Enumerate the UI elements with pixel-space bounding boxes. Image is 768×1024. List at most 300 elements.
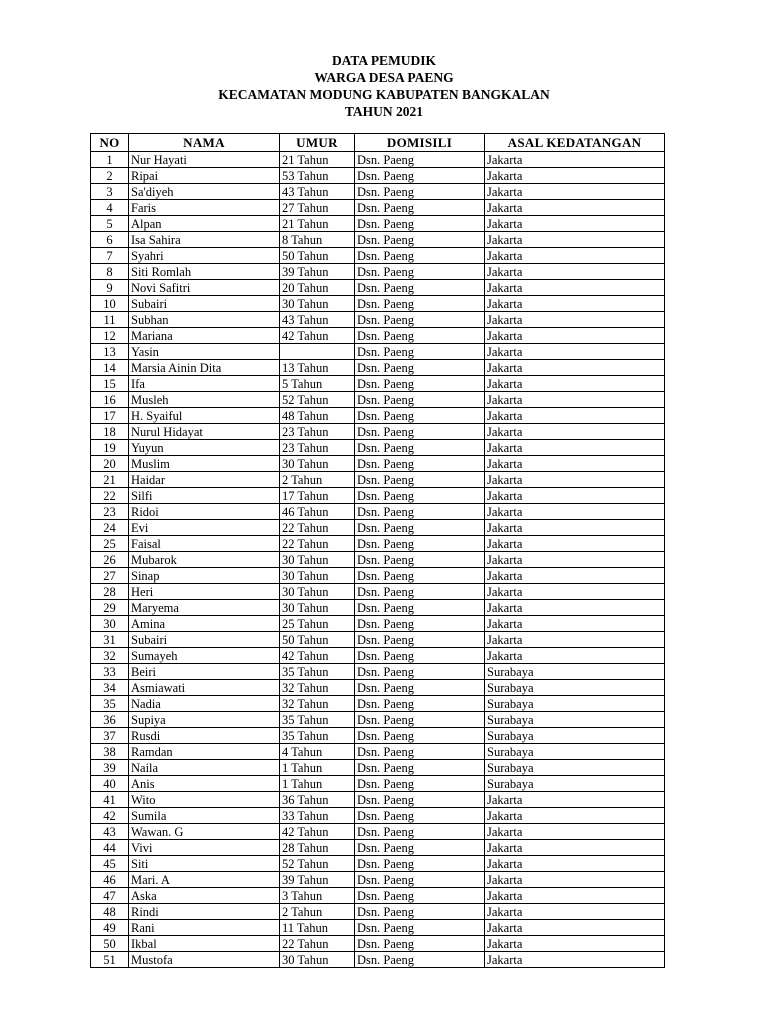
- cell-nama: Siti: [129, 856, 280, 872]
- cell-umur: 52 Tahun: [280, 392, 355, 408]
- cell-no: 3: [91, 184, 129, 200]
- cell-umur: [280, 344, 355, 360]
- table-row: [91, 872, 665, 888]
- cell-no: 11: [91, 312, 129, 328]
- cell-domisili: Dsn. Paeng: [355, 936, 485, 952]
- cell-umur: 22 Tahun: [280, 520, 355, 536]
- cell-umur: 39 Tahun: [280, 872, 355, 888]
- cell-umur: 36 Tahun: [280, 792, 355, 808]
- table-row: [91, 712, 665, 728]
- cell-no: 18: [91, 424, 129, 440]
- pemudik-table: [90, 133, 665, 968]
- cell-domisili: Dsn. Paeng: [355, 248, 485, 264]
- cell-nama: Aska: [129, 888, 280, 904]
- cell-no: 17: [91, 408, 129, 424]
- cell-domisili: Dsn. Paeng: [355, 808, 485, 824]
- cell-nama: Rindi: [129, 904, 280, 920]
- cell-umur: 1 Tahun: [280, 760, 355, 776]
- cell-no: 49: [91, 920, 129, 936]
- table-row: [91, 536, 665, 552]
- cell-nama: Syahri: [129, 248, 280, 264]
- cell-umur: 30 Tahun: [280, 584, 355, 600]
- cell-domisili: Dsn. Paeng: [355, 200, 485, 216]
- cell-asal: Jakarta: [485, 504, 665, 520]
- cell-asal: Jakarta: [485, 216, 665, 232]
- cell-nama: Sinap: [129, 568, 280, 584]
- table-row: [91, 472, 665, 488]
- cell-domisili: Dsn. Paeng: [355, 632, 485, 648]
- cell-no: 43: [91, 824, 129, 840]
- table-header-row: [91, 134, 665, 152]
- cell-no: 23: [91, 504, 129, 520]
- table-row: [91, 360, 665, 376]
- table-body: [91, 152, 665, 968]
- cell-asal: Jakarta: [485, 248, 665, 264]
- header-no: NO: [91, 134, 129, 152]
- cell-umur: 8 Tahun: [280, 232, 355, 248]
- cell-asal: Surabaya: [485, 760, 665, 776]
- cell-nama: Asmiawati: [129, 680, 280, 696]
- cell-asal: Jakarta: [485, 392, 665, 408]
- cell-asal: Jakarta: [485, 952, 665, 968]
- cell-asal: Jakarta: [485, 456, 665, 472]
- cell-asal: Jakarta: [485, 440, 665, 456]
- table-row: [91, 408, 665, 424]
- cell-umur: 32 Tahun: [280, 680, 355, 696]
- table-row: [91, 248, 665, 264]
- cell-asal: Jakarta: [485, 264, 665, 280]
- table-row: [91, 312, 665, 328]
- cell-asal: Jakarta: [485, 344, 665, 360]
- cell-nama: Subhan: [129, 312, 280, 328]
- cell-domisili: Dsn. Paeng: [355, 840, 485, 856]
- cell-no: 51: [91, 952, 129, 968]
- cell-asal: Jakarta: [485, 360, 665, 376]
- cell-no: 21: [91, 472, 129, 488]
- cell-umur: 27 Tahun: [280, 200, 355, 216]
- cell-no: 48: [91, 904, 129, 920]
- cell-asal: Jakarta: [485, 792, 665, 808]
- cell-nama: Musleh: [129, 392, 280, 408]
- cell-nama: Yuyun: [129, 440, 280, 456]
- cell-no: 1: [91, 152, 129, 168]
- cell-no: 42: [91, 808, 129, 824]
- table-row: [91, 200, 665, 216]
- cell-no: 15: [91, 376, 129, 392]
- cell-asal: Jakarta: [485, 168, 665, 184]
- cell-no: 7: [91, 248, 129, 264]
- header-asal-kedatangan: ASAL KEDATANGAN: [485, 134, 665, 152]
- cell-umur: 42 Tahun: [280, 824, 355, 840]
- cell-asal: Jakarta: [485, 312, 665, 328]
- cell-no: 27: [91, 568, 129, 584]
- cell-nama: Heri: [129, 584, 280, 600]
- cell-asal: Jakarta: [485, 920, 665, 936]
- cell-umur: 2 Tahun: [280, 904, 355, 920]
- cell-umur: 3 Tahun: [280, 888, 355, 904]
- cell-no: 9: [91, 280, 129, 296]
- cell-asal: Jakarta: [485, 856, 665, 872]
- cell-domisili: Dsn. Paeng: [355, 648, 485, 664]
- cell-umur: 23 Tahun: [280, 424, 355, 440]
- table-row: [91, 216, 665, 232]
- cell-domisili: Dsn. Paeng: [355, 760, 485, 776]
- cell-nama: Wito: [129, 792, 280, 808]
- cell-asal: Surabaya: [485, 680, 665, 696]
- cell-nama: Novi Safitri: [129, 280, 280, 296]
- cell-umur: 17 Tahun: [280, 488, 355, 504]
- cell-no: 4: [91, 200, 129, 216]
- cell-domisili: Dsn. Paeng: [355, 680, 485, 696]
- cell-domisili: Dsn. Paeng: [355, 408, 485, 424]
- cell-domisili: Dsn. Paeng: [355, 344, 485, 360]
- cell-asal: Surabaya: [485, 728, 665, 744]
- cell-asal: Jakarta: [485, 648, 665, 664]
- cell-domisili: Dsn. Paeng: [355, 616, 485, 632]
- table-row: [91, 600, 665, 616]
- cell-asal: Jakarta: [485, 808, 665, 824]
- cell-domisili: Dsn. Paeng: [355, 152, 485, 168]
- cell-umur: 25 Tahun: [280, 616, 355, 632]
- cell-nama: Subairi: [129, 632, 280, 648]
- cell-domisili: Dsn. Paeng: [355, 696, 485, 712]
- table-row: [91, 792, 665, 808]
- cell-domisili: Dsn. Paeng: [355, 456, 485, 472]
- table-row: [91, 440, 665, 456]
- table-row: [91, 232, 665, 248]
- table-row: [91, 520, 665, 536]
- cell-asal: Jakarta: [485, 840, 665, 856]
- cell-asal: Jakarta: [485, 632, 665, 648]
- cell-nama: Nurul Hidayat: [129, 424, 280, 440]
- cell-asal: Jakarta: [485, 296, 665, 312]
- cell-domisili: Dsn. Paeng: [355, 264, 485, 280]
- cell-umur: 30 Tahun: [280, 952, 355, 968]
- cell-umur: 50 Tahun: [280, 632, 355, 648]
- table-row: [91, 296, 665, 312]
- cell-asal: Jakarta: [485, 616, 665, 632]
- cell-no: 25: [91, 536, 129, 552]
- table-row: [91, 280, 665, 296]
- cell-nama: Faisal: [129, 536, 280, 552]
- cell-umur: 30 Tahun: [280, 600, 355, 616]
- cell-asal: Jakarta: [485, 568, 665, 584]
- cell-nama: Supiya: [129, 712, 280, 728]
- cell-domisili: Dsn. Paeng: [355, 376, 485, 392]
- cell-domisili: Dsn. Paeng: [355, 296, 485, 312]
- cell-umur: 39 Tahun: [280, 264, 355, 280]
- cell-no: 50: [91, 936, 129, 952]
- table-row: [91, 680, 665, 696]
- table-row: [91, 824, 665, 840]
- cell-domisili: Dsn. Paeng: [355, 360, 485, 376]
- cell-no: 29: [91, 600, 129, 616]
- cell-umur: 22 Tahun: [280, 936, 355, 952]
- cell-umur: 35 Tahun: [280, 664, 355, 680]
- cell-nama: Ifa: [129, 376, 280, 392]
- table-row: [91, 552, 665, 568]
- table-row: [91, 840, 665, 856]
- table-row: [91, 760, 665, 776]
- cell-nama: Wawan. G: [129, 824, 280, 840]
- cell-nama: Rusdi: [129, 728, 280, 744]
- cell-asal: Jakarta: [485, 184, 665, 200]
- table-row: [91, 744, 665, 760]
- cell-no: 34: [91, 680, 129, 696]
- cell-domisili: Dsn. Paeng: [355, 888, 485, 904]
- cell-no: 35: [91, 696, 129, 712]
- cell-nama: Rani: [129, 920, 280, 936]
- cell-asal: Jakarta: [485, 520, 665, 536]
- cell-domisili: Dsn. Paeng: [355, 392, 485, 408]
- cell-umur: 35 Tahun: [280, 712, 355, 728]
- cell-domisili: Dsn. Paeng: [355, 600, 485, 616]
- cell-nama: Muslim: [129, 456, 280, 472]
- cell-no: 33: [91, 664, 129, 680]
- cell-umur: 22 Tahun: [280, 536, 355, 552]
- cell-umur: 20 Tahun: [280, 280, 355, 296]
- table-row: [91, 584, 665, 600]
- cell-umur: 52 Tahun: [280, 856, 355, 872]
- cell-domisili: Dsn. Paeng: [355, 504, 485, 520]
- table-row: [91, 456, 665, 472]
- cell-umur: 21 Tahun: [280, 152, 355, 168]
- table-row: [91, 776, 665, 792]
- table-row: [91, 344, 665, 360]
- cell-nama: Amina: [129, 616, 280, 632]
- table-row: [91, 648, 665, 664]
- cell-umur: 2 Tahun: [280, 472, 355, 488]
- table-row: [91, 424, 665, 440]
- table-row: [91, 856, 665, 872]
- cell-umur: 21 Tahun: [280, 216, 355, 232]
- cell-domisili: Dsn. Paeng: [355, 520, 485, 536]
- cell-nama: Vivi: [129, 840, 280, 856]
- cell-no: 2: [91, 168, 129, 184]
- cell-nama: Mustofa: [129, 952, 280, 968]
- cell-no: 40: [91, 776, 129, 792]
- cell-umur: 30 Tahun: [280, 568, 355, 584]
- cell-nama: Ramdan: [129, 744, 280, 760]
- header-domisili: DOMISILI: [355, 134, 485, 152]
- cell-domisili: Dsn. Paeng: [355, 776, 485, 792]
- cell-no: 6: [91, 232, 129, 248]
- cell-no: 45: [91, 856, 129, 872]
- cell-umur: 28 Tahun: [280, 840, 355, 856]
- cell-no: 19: [91, 440, 129, 456]
- cell-no: 10: [91, 296, 129, 312]
- cell-domisili: Dsn. Paeng: [355, 568, 485, 584]
- cell-nama: Mari. A: [129, 872, 280, 888]
- cell-asal: Jakarta: [485, 328, 665, 344]
- cell-umur: 35 Tahun: [280, 728, 355, 744]
- cell-nama: Sumila: [129, 808, 280, 824]
- table-row: [91, 808, 665, 824]
- cell-no: 26: [91, 552, 129, 568]
- table-row: [91, 632, 665, 648]
- document-title: [0, 52, 768, 120]
- cell-nama: Mubarok: [129, 552, 280, 568]
- table-row: [91, 664, 665, 680]
- cell-umur: 13 Tahun: [280, 360, 355, 376]
- cell-nama: Anis: [129, 776, 280, 792]
- table-row: [91, 952, 665, 968]
- cell-domisili: Dsn. Paeng: [355, 824, 485, 840]
- cell-domisili: Dsn. Paeng: [355, 184, 485, 200]
- cell-nama: Marsia Ainin Dita: [129, 360, 280, 376]
- table-row: [91, 264, 665, 280]
- cell-umur: 43 Tahun: [280, 184, 355, 200]
- table-row: [91, 728, 665, 744]
- cell-domisili: Dsn. Paeng: [355, 728, 485, 744]
- cell-asal: Jakarta: [485, 536, 665, 552]
- table-row: [91, 328, 665, 344]
- cell-asal: Jakarta: [485, 152, 665, 168]
- table-row: [91, 152, 665, 168]
- cell-domisili: Dsn. Paeng: [355, 472, 485, 488]
- cell-nama: Beiri: [129, 664, 280, 680]
- cell-no: 41: [91, 792, 129, 808]
- cell-asal: Jakarta: [485, 888, 665, 904]
- cell-domisili: Dsn. Paeng: [355, 424, 485, 440]
- cell-asal: Jakarta: [485, 376, 665, 392]
- cell-umur: 23 Tahun: [280, 440, 355, 456]
- cell-nama: Ridoi: [129, 504, 280, 520]
- cell-domisili: Dsn. Paeng: [355, 216, 485, 232]
- cell-no: 39: [91, 760, 129, 776]
- cell-nama: Alpan: [129, 216, 280, 232]
- cell-umur: 30 Tahun: [280, 456, 355, 472]
- cell-nama: Siti Romlah: [129, 264, 280, 280]
- cell-domisili: Dsn. Paeng: [355, 856, 485, 872]
- title-line-4: TAHUN 2021: [344, 104, 424, 119]
- cell-no: 22: [91, 488, 129, 504]
- cell-nama: Isa Sahira: [129, 232, 280, 248]
- cell-no: 30: [91, 616, 129, 632]
- cell-domisili: Dsn. Paeng: [355, 280, 485, 296]
- cell-nama: Nadia: [129, 696, 280, 712]
- title-line-2: WARGA DESA PAENG: [314, 70, 454, 85]
- cell-no: 14: [91, 360, 129, 376]
- cell-asal: Jakarta: [485, 472, 665, 488]
- cell-no: 20: [91, 456, 129, 472]
- cell-domisili: Dsn. Paeng: [355, 712, 485, 728]
- cell-domisili: Dsn. Paeng: [355, 584, 485, 600]
- cell-umur: 11 Tahun: [280, 920, 355, 936]
- cell-asal: Jakarta: [485, 872, 665, 888]
- cell-umur: 30 Tahun: [280, 552, 355, 568]
- table-row: [91, 504, 665, 520]
- cell-no: 28: [91, 584, 129, 600]
- cell-umur: 42 Tahun: [280, 648, 355, 664]
- cell-no: 5: [91, 216, 129, 232]
- cell-umur: 43 Tahun: [280, 312, 355, 328]
- cell-asal: Jakarta: [485, 584, 665, 600]
- cell-no: 32: [91, 648, 129, 664]
- table-row: [91, 920, 665, 936]
- cell-asal: Jakarta: [485, 280, 665, 296]
- cell-no: 13: [91, 344, 129, 360]
- header-umur: UMUR: [280, 134, 355, 152]
- cell-nama: Mariana: [129, 328, 280, 344]
- cell-nama: Evi: [129, 520, 280, 536]
- table-row: [91, 488, 665, 504]
- cell-asal: Surabaya: [485, 664, 665, 680]
- cell-umur: 5 Tahun: [280, 376, 355, 392]
- cell-asal: Jakarta: [485, 232, 665, 248]
- cell-umur: 1 Tahun: [280, 776, 355, 792]
- cell-no: 24: [91, 520, 129, 536]
- cell-asal: Jakarta: [485, 200, 665, 216]
- cell-nama: Haidar: [129, 472, 280, 488]
- cell-asal: Jakarta: [485, 424, 665, 440]
- cell-domisili: Dsn. Paeng: [355, 872, 485, 888]
- cell-domisili: Dsn. Paeng: [355, 792, 485, 808]
- cell-domisili: Dsn. Paeng: [355, 488, 485, 504]
- table-row: [91, 376, 665, 392]
- cell-umur: 30 Tahun: [280, 296, 355, 312]
- table-row: [91, 184, 665, 200]
- cell-no: 47: [91, 888, 129, 904]
- cell-no: 38: [91, 744, 129, 760]
- cell-nama: Faris: [129, 200, 280, 216]
- cell-domisili: Dsn. Paeng: [355, 328, 485, 344]
- table-row: [91, 904, 665, 920]
- cell-asal: Jakarta: [485, 552, 665, 568]
- cell-nama: Maryema: [129, 600, 280, 616]
- cell-nama: Ikbal: [129, 936, 280, 952]
- cell-domisili: Dsn. Paeng: [355, 952, 485, 968]
- cell-no: 44: [91, 840, 129, 856]
- cell-nama: Nur Hayati: [129, 152, 280, 168]
- table-row: [91, 888, 665, 904]
- cell-asal: Surabaya: [485, 776, 665, 792]
- cell-nama: Yasin: [129, 344, 280, 360]
- cell-no: 46: [91, 872, 129, 888]
- cell-no: 31: [91, 632, 129, 648]
- title-line-3: KECAMATAN MODUNG KABUPATEN BANGKALAN: [218, 87, 550, 102]
- cell-nama: Sa'diyeh: [129, 184, 280, 200]
- cell-asal: Jakarta: [485, 936, 665, 952]
- cell-domisili: Dsn. Paeng: [355, 168, 485, 184]
- cell-asal: Surabaya: [485, 712, 665, 728]
- cell-asal: Jakarta: [485, 824, 665, 840]
- cell-domisili: Dsn. Paeng: [355, 744, 485, 760]
- cell-umur: 50 Tahun: [280, 248, 355, 264]
- cell-umur: 33 Tahun: [280, 808, 355, 824]
- table-row: [91, 616, 665, 632]
- table-row: [91, 696, 665, 712]
- title-line-1: DATA PEMUDIK: [331, 53, 437, 68]
- cell-domisili: Dsn. Paeng: [355, 920, 485, 936]
- cell-nama: Sumayeh: [129, 648, 280, 664]
- cell-no: 12: [91, 328, 129, 344]
- cell-no: 8: [91, 264, 129, 280]
- cell-nama: H. Syaiful: [129, 408, 280, 424]
- cell-umur: 42 Tahun: [280, 328, 355, 344]
- cell-domisili: Dsn. Paeng: [355, 232, 485, 248]
- cell-asal: Jakarta: [485, 600, 665, 616]
- cell-umur: 53 Tahun: [280, 168, 355, 184]
- cell-nama: Naila: [129, 760, 280, 776]
- cell-domisili: Dsn. Paeng: [355, 536, 485, 552]
- cell-umur: 46 Tahun: [280, 504, 355, 520]
- cell-asal: Jakarta: [485, 904, 665, 920]
- cell-domisili: Dsn. Paeng: [355, 552, 485, 568]
- table-row: [91, 568, 665, 584]
- cell-nama: Silfi: [129, 488, 280, 504]
- cell-no: 36: [91, 712, 129, 728]
